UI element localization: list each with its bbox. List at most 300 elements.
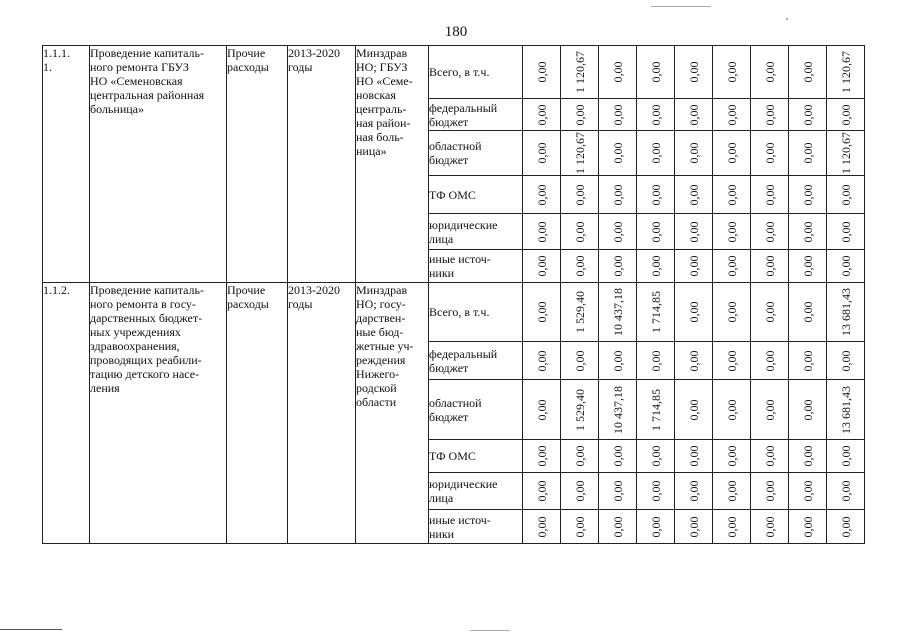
amount-cell bbox=[713, 380, 751, 440]
funding-source-label bbox=[429, 473, 523, 510]
amount-value: 0,00 bbox=[610, 221, 625, 242]
amount-value: 0,00 bbox=[762, 221, 777, 242]
amount-cell bbox=[751, 473, 789, 510]
item-title-line: здравоохранения, bbox=[90, 339, 180, 353]
amount-value: 0,00 bbox=[724, 221, 739, 242]
executor-line: ные бюд- bbox=[356, 325, 404, 339]
executor-line: НО; ГБУЗ bbox=[356, 60, 408, 74]
executor-line: родской bbox=[356, 381, 397, 395]
amount-cell bbox=[789, 342, 827, 380]
amount-cell bbox=[637, 510, 675, 544]
amount-cell bbox=[561, 250, 599, 283]
amount-value: 0,00 bbox=[648, 221, 663, 242]
amount-cell bbox=[751, 440, 789, 473]
amount-cell bbox=[789, 283, 827, 342]
amount-cell bbox=[713, 473, 751, 510]
amount-value: 0,00 bbox=[572, 516, 587, 537]
funding-source-label bbox=[429, 99, 523, 131]
amount-cell bbox=[523, 250, 561, 283]
amount-cell bbox=[523, 440, 561, 473]
funding-source-line: ники bbox=[429, 266, 455, 280]
amount-value: 0,00 bbox=[800, 399, 815, 420]
amount-value: 0,00 bbox=[838, 445, 853, 467]
amount-cell bbox=[713, 342, 751, 380]
amount-cell bbox=[523, 131, 561, 176]
amount-value: 0,00 bbox=[534, 301, 549, 323]
amount-value: 0,00 bbox=[800, 516, 815, 537]
amount-cell bbox=[599, 380, 637, 440]
amount-value: 0,00 bbox=[610, 480, 625, 502]
executor-line: Нижего- bbox=[356, 367, 400, 381]
table-row bbox=[43, 283, 865, 342]
amount-cell bbox=[599, 283, 637, 342]
amount-cell bbox=[561, 283, 599, 342]
amount-value: 0,00 bbox=[800, 301, 815, 323]
funding-source-label bbox=[429, 131, 523, 176]
amount-value: 0,00 bbox=[838, 184, 853, 205]
amount-value: 0,00 bbox=[534, 480, 549, 502]
amount-value: 0,00 bbox=[800, 184, 815, 205]
amount-value: 0,00 bbox=[800, 61, 815, 83]
amount-cell bbox=[637, 473, 675, 510]
amount-cell bbox=[827, 380, 865, 440]
amount-value: 0,00 bbox=[686, 184, 701, 205]
amount-cell bbox=[561, 131, 599, 176]
amount-cell bbox=[751, 46, 789, 99]
period-line: годы bbox=[288, 60, 313, 74]
expense-type-cell bbox=[227, 46, 288, 283]
scan-speck bbox=[651, 6, 711, 7]
amount-cell bbox=[789, 99, 827, 131]
amount-value: 0,00 bbox=[686, 480, 701, 502]
amount-cell bbox=[561, 440, 599, 473]
funding-source-line: областной bbox=[429, 395, 482, 410]
period-cell bbox=[288, 283, 356, 544]
scan-speck bbox=[470, 630, 510, 631]
amount-value: 0,00 bbox=[648, 516, 663, 537]
amount-cell bbox=[599, 214, 637, 250]
amount-cell bbox=[751, 99, 789, 131]
amount-cell bbox=[599, 46, 637, 99]
executor-line: Минздрав bbox=[356, 46, 408, 60]
amount-cell bbox=[637, 46, 675, 99]
executor-cell bbox=[356, 46, 429, 283]
amount-cell bbox=[827, 440, 865, 473]
amount-value: 0,00 bbox=[724, 255, 739, 277]
item-title-line: больница» bbox=[90, 102, 144, 116]
amount-value: 10 437,18 bbox=[610, 288, 625, 336]
table-row bbox=[43, 46, 865, 99]
amount-cell bbox=[561, 342, 599, 380]
amount-cell bbox=[675, 380, 713, 440]
amount-value: 0,00 bbox=[534, 104, 549, 125]
amount-cell bbox=[675, 176, 713, 214]
period-line: 2013-2020 bbox=[288, 46, 340, 60]
amount-cell bbox=[675, 440, 713, 473]
period-cell bbox=[288, 46, 356, 283]
amount-cell bbox=[827, 46, 865, 99]
amount-cell bbox=[523, 176, 561, 214]
amount-cell bbox=[675, 46, 713, 99]
amount-cell bbox=[561, 214, 599, 250]
amount-cell bbox=[675, 283, 713, 342]
item-title-cell bbox=[90, 283, 227, 544]
amount-cell bbox=[561, 473, 599, 510]
amount-value: 10 437,18 bbox=[610, 385, 625, 434]
amount-cell bbox=[713, 283, 751, 342]
amount-cell bbox=[675, 99, 713, 131]
amount-cell bbox=[827, 342, 865, 380]
amount-value: 0,00 bbox=[838, 104, 853, 125]
amount-cell bbox=[827, 176, 865, 214]
funding-source-line: лица bbox=[429, 231, 454, 246]
amount-value: 0,00 bbox=[572, 350, 587, 371]
amount-value: 0,00 bbox=[800, 255, 815, 277]
amount-cell bbox=[827, 510, 865, 544]
item-code-line: 1. bbox=[43, 60, 52, 74]
amount-cell bbox=[561, 176, 599, 214]
item-title-line: проводящих реабили- bbox=[90, 353, 202, 367]
amount-cell bbox=[637, 440, 675, 473]
amount-value: 0,00 bbox=[762, 301, 777, 323]
amount-cell bbox=[599, 131, 637, 176]
amount-cell bbox=[599, 250, 637, 283]
amount-cell bbox=[675, 510, 713, 544]
amount-value: 13 681,43 bbox=[838, 288, 853, 336]
item-title-line: дарственных бюджет- bbox=[90, 311, 203, 325]
executor-line: ная боль- bbox=[356, 130, 404, 144]
amount-value: 0,00 bbox=[762, 104, 777, 125]
amount-cell bbox=[523, 380, 561, 440]
amount-cell bbox=[675, 473, 713, 510]
amount-value: 0,00 bbox=[648, 445, 663, 467]
funding-source-label bbox=[429, 342, 523, 380]
period-line: 2013-2020 bbox=[288, 283, 340, 297]
amount-cell bbox=[675, 250, 713, 283]
amount-value: 0,00 bbox=[724, 301, 739, 323]
budget-table bbox=[42, 45, 865, 544]
amount-cell bbox=[751, 342, 789, 380]
amount-cell bbox=[789, 380, 827, 440]
amount-cell bbox=[523, 510, 561, 544]
amount-value: 0,00 bbox=[534, 445, 549, 467]
funding-source-line: Всего, в т.ч. bbox=[429, 65, 490, 79]
amount-value: 0,00 bbox=[610, 61, 625, 83]
funding-source-label bbox=[429, 250, 523, 283]
amount-cell bbox=[789, 214, 827, 250]
item-title-line: НО «Семеновская bbox=[90, 74, 183, 88]
amount-value: 1 714,85 bbox=[648, 291, 663, 333]
amount-cell bbox=[599, 342, 637, 380]
amount-value: 0,00 bbox=[610, 142, 625, 164]
amount-cell bbox=[751, 380, 789, 440]
amount-cell bbox=[561, 510, 599, 544]
amount-value: 0,00 bbox=[724, 104, 739, 125]
amount-value: 0,00 bbox=[572, 445, 587, 467]
amount-cell bbox=[751, 214, 789, 250]
amount-cell bbox=[523, 342, 561, 380]
amount-value: 0,00 bbox=[686, 221, 701, 242]
item-title-line: ного ремонта ГБУЗ bbox=[90, 60, 189, 74]
amount-cell bbox=[523, 214, 561, 250]
executor-line: ница» bbox=[356, 144, 387, 158]
amount-value: 0,00 bbox=[686, 104, 701, 125]
amount-cell bbox=[713, 250, 751, 283]
amount-value: 0,00 bbox=[800, 445, 815, 467]
executor-line: Минздрав bbox=[356, 283, 408, 297]
amount-value: 0,00 bbox=[686, 301, 701, 323]
expense-type-cell bbox=[227, 283, 288, 544]
item-title-line: Проведение капиталь- bbox=[90, 283, 204, 297]
amount-value: 0,00 bbox=[724, 516, 739, 537]
funding-source-label bbox=[429, 283, 523, 342]
amount-cell bbox=[561, 99, 599, 131]
amount-value: 1 714,85 bbox=[648, 388, 663, 431]
funding-source-line: федеральный bbox=[429, 100, 498, 115]
amount-value: 0,00 bbox=[838, 480, 853, 502]
amount-cell bbox=[713, 99, 751, 131]
expense-type-line: Прочие bbox=[227, 283, 266, 297]
funding-source-line: Всего, в т.ч. bbox=[429, 305, 490, 319]
amount-cell bbox=[827, 214, 865, 250]
amount-cell bbox=[713, 510, 751, 544]
amount-cell bbox=[751, 176, 789, 214]
amount-cell bbox=[789, 131, 827, 176]
amount-value: 0,00 bbox=[572, 255, 587, 277]
amount-value: 0,00 bbox=[534, 516, 549, 537]
funding-source-label bbox=[429, 46, 523, 99]
amount-value: 0,00 bbox=[838, 221, 853, 242]
amount-cell bbox=[523, 46, 561, 99]
amount-value: 0,00 bbox=[686, 350, 701, 371]
item-title-line: ления bbox=[90, 381, 120, 395]
item-code-cell bbox=[43, 283, 90, 544]
amount-cell bbox=[637, 176, 675, 214]
funding-source-label bbox=[429, 380, 523, 440]
amount-cell bbox=[827, 250, 865, 283]
amount-cell bbox=[637, 99, 675, 131]
scan-speck bbox=[786, 18, 788, 20]
amount-value: 0,00 bbox=[610, 350, 625, 371]
funding-source-line: юридические bbox=[429, 217, 498, 232]
funding-source-line: областной bbox=[429, 139, 482, 153]
amount-value: 0,00 bbox=[534, 142, 549, 164]
amount-cell bbox=[751, 283, 789, 342]
amount-cell bbox=[789, 473, 827, 510]
amount-value: 0,00 bbox=[572, 184, 587, 205]
amount-cell bbox=[637, 250, 675, 283]
executor-line: НО; госу- bbox=[356, 297, 406, 311]
amount-cell bbox=[789, 250, 827, 283]
amount-cell bbox=[713, 440, 751, 473]
amount-value: 0,00 bbox=[610, 104, 625, 125]
amount-cell bbox=[751, 131, 789, 176]
amount-cell bbox=[789, 510, 827, 544]
funding-source-label bbox=[429, 510, 523, 544]
amount-value: 0,00 bbox=[762, 516, 777, 537]
amount-value: 0,00 bbox=[724, 142, 739, 164]
amount-value: 0,00 bbox=[838, 516, 853, 537]
amount-cell bbox=[523, 99, 561, 131]
funding-source-line: ТФ ОМС bbox=[429, 187, 476, 202]
funding-source-line: бюджет bbox=[429, 153, 469, 167]
amount-value: 0,00 bbox=[572, 480, 587, 502]
executor-line: новская bbox=[356, 88, 396, 102]
funding-source-line: федеральный bbox=[429, 346, 498, 361]
amount-cell bbox=[751, 250, 789, 283]
amount-value: 0,00 bbox=[572, 221, 587, 242]
executor-cell bbox=[356, 283, 429, 544]
amount-value: 0,00 bbox=[724, 480, 739, 502]
amount-value: 0,00 bbox=[800, 142, 815, 164]
item-title-line: тацию детского насе- bbox=[90, 367, 200, 381]
amount-cell bbox=[599, 176, 637, 214]
expense-type-line: расходы bbox=[227, 297, 269, 311]
amount-value: 0,00 bbox=[572, 104, 587, 125]
amount-value: 0,00 bbox=[800, 480, 815, 502]
amount-value: 0,00 bbox=[762, 445, 777, 467]
page-number: 180 bbox=[444, 24, 468, 40]
amount-value: 0,00 bbox=[534, 184, 549, 205]
amount-value: 0,00 bbox=[610, 255, 625, 277]
amount-value: 0,00 bbox=[838, 350, 853, 371]
executor-line: реждения bbox=[356, 353, 406, 367]
amount-cell bbox=[599, 99, 637, 131]
amount-cell bbox=[827, 473, 865, 510]
amount-cell bbox=[713, 214, 751, 250]
amount-value: 0,00 bbox=[648, 104, 663, 125]
amount-cell bbox=[827, 283, 865, 342]
expense-type-line: Прочие bbox=[227, 46, 266, 60]
amount-value: 0,00 bbox=[762, 350, 777, 371]
amount-value: 0,00 bbox=[534, 61, 549, 83]
item-title-cell bbox=[90, 46, 227, 283]
funding-source-line: лица bbox=[429, 491, 454, 505]
amount-value: 0,00 bbox=[838, 255, 853, 277]
amount-value: 1 120,67 bbox=[572, 51, 587, 93]
amount-value: 13 681,43 bbox=[838, 385, 853, 434]
amount-value: 0,00 bbox=[724, 445, 739, 467]
amount-value: 0,00 bbox=[648, 61, 663, 83]
funding-source-label bbox=[429, 214, 523, 250]
amount-value: 0,00 bbox=[800, 221, 815, 242]
funding-source-line: бюджет bbox=[429, 114, 469, 129]
amount-value: 0,00 bbox=[800, 104, 815, 125]
executor-line: централь- bbox=[356, 102, 407, 116]
amount-value: 1 529,40 bbox=[572, 388, 587, 431]
amount-cell bbox=[713, 131, 751, 176]
amount-cell bbox=[675, 342, 713, 380]
item-title-line: ных учреждениях bbox=[90, 325, 181, 339]
amount-value: 0,00 bbox=[762, 184, 777, 205]
item-code-line: 1.1.2. bbox=[43, 283, 70, 297]
amount-value: 0,00 bbox=[534, 350, 549, 371]
amount-value: 0,00 bbox=[686, 142, 701, 164]
amount-value: 0,00 bbox=[724, 184, 739, 205]
amount-value: 0,00 bbox=[610, 445, 625, 467]
amount-cell bbox=[789, 46, 827, 99]
funding-source-label bbox=[429, 176, 523, 214]
amount-cell bbox=[713, 176, 751, 214]
amount-value: 0,00 bbox=[800, 350, 815, 371]
amount-cell bbox=[751, 510, 789, 544]
amount-cell bbox=[599, 510, 637, 544]
amount-cell bbox=[637, 131, 675, 176]
item-title-line: Проведение капиталь- bbox=[90, 46, 204, 60]
amount-cell bbox=[523, 283, 561, 342]
item-title-line: центральная районная bbox=[90, 88, 205, 102]
amount-value: 0,00 bbox=[534, 221, 549, 242]
amount-value: 0,00 bbox=[686, 445, 701, 467]
amount-value: 0,00 bbox=[610, 516, 625, 537]
amount-value: 0,00 bbox=[648, 350, 663, 371]
amount-value: 1 120,67 bbox=[838, 51, 853, 93]
amount-value: 0,00 bbox=[648, 255, 663, 277]
expense-type-line: расходы bbox=[227, 60, 269, 74]
amount-value: 0,00 bbox=[762, 480, 777, 502]
funding-source-line: иные источ- bbox=[429, 252, 491, 266]
amount-cell bbox=[561, 46, 599, 99]
item-code-line: 1.1.1. bbox=[43, 46, 70, 60]
amount-cell bbox=[789, 440, 827, 473]
funding-source-label bbox=[429, 440, 523, 473]
amount-cell bbox=[561, 380, 599, 440]
executor-line: области bbox=[356, 395, 397, 409]
amount-value: 1 529,40 bbox=[572, 291, 587, 333]
amount-value: 0,00 bbox=[534, 399, 549, 420]
executor-line: жетные уч- bbox=[356, 339, 414, 353]
amount-value: 0,00 bbox=[648, 184, 663, 205]
amount-cell bbox=[637, 214, 675, 250]
amount-cell bbox=[599, 440, 637, 473]
item-code-cell bbox=[43, 46, 90, 283]
amount-value: 1 120,67 bbox=[572, 132, 587, 174]
funding-source-line: бюджет bbox=[429, 409, 469, 424]
amount-value: 0,00 bbox=[686, 516, 701, 537]
amount-cell bbox=[827, 131, 865, 176]
amount-cell bbox=[713, 46, 751, 99]
amount-value: 0,00 bbox=[534, 255, 549, 277]
period-line: годы bbox=[288, 297, 313, 311]
amount-cell bbox=[637, 342, 675, 380]
scan-artifact-line bbox=[0, 629, 62, 630]
amount-cell bbox=[523, 473, 561, 510]
funding-source-line: ТФ ОМС bbox=[429, 449, 476, 463]
amount-value: 0,00 bbox=[724, 350, 739, 371]
amount-cell bbox=[789, 176, 827, 214]
funding-source-line: бюджет bbox=[429, 360, 469, 375]
amount-value: 0,00 bbox=[686, 255, 701, 277]
amount-value: 0,00 bbox=[762, 61, 777, 83]
funding-source-line: юридические bbox=[429, 477, 498, 491]
funding-source-line: иные источ- bbox=[429, 512, 491, 527]
amount-value: 1 120,67 bbox=[838, 132, 853, 174]
executor-line: НО «Семе- bbox=[356, 74, 413, 88]
executor-line: ная район- bbox=[356, 116, 411, 130]
amount-cell bbox=[637, 283, 675, 342]
amount-cell bbox=[675, 214, 713, 250]
item-title-line: ного ремонта в госу- bbox=[90, 297, 196, 311]
amount-value: 0,00 bbox=[762, 142, 777, 164]
amount-value: 0,00 bbox=[762, 255, 777, 277]
amount-value: 0,00 bbox=[686, 61, 701, 83]
funding-source-line: ники bbox=[429, 526, 455, 541]
amount-cell bbox=[599, 473, 637, 510]
amount-value: 0,00 bbox=[686, 399, 701, 420]
amount-value: 0,00 bbox=[724, 399, 739, 420]
amount-cell bbox=[827, 99, 865, 131]
amount-value: 0,00 bbox=[724, 61, 739, 83]
